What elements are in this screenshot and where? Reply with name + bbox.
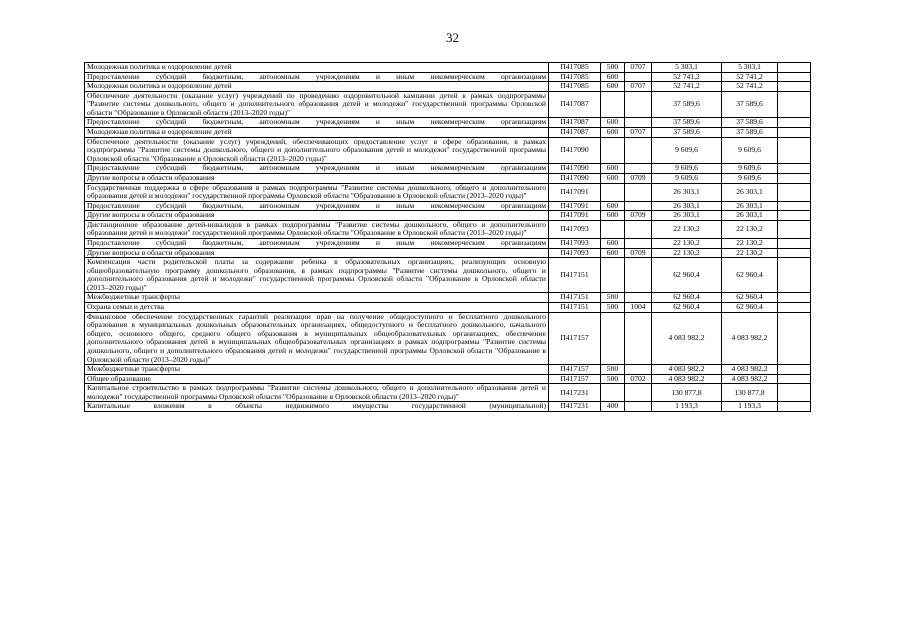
row-empty-cell (778, 374, 811, 384)
row-section (625, 91, 652, 118)
row-name: Молодежная политика и оздоровление детей (85, 82, 549, 92)
row-name: Предоставление субсидий бюджетным, автономным учреждениям и иным некоммерческим организациям (85, 238, 549, 248)
table-row (85, 303, 811, 313)
row-sum-1: 5 303,1 (652, 63, 722, 73)
row-empty-cell (778, 72, 811, 82)
row-code: П417093 (549, 220, 601, 238)
row-sum-1: 9 609,6 (652, 164, 722, 174)
row-sum-2: 4 083 982,2 (722, 374, 778, 384)
row-name: Другие вопросы в области образования (85, 211, 549, 221)
row-empty-cell (778, 402, 811, 412)
row-expense-type (601, 258, 625, 293)
row-name: Другие вопросы в области образования (85, 248, 549, 258)
row-sum-2: 1 193,3 (722, 402, 778, 412)
row-sum-2: 4 083 982,2 (722, 312, 778, 364)
row-sum-2: 9 609,6 (722, 137, 778, 164)
row-code: П417157 (549, 365, 601, 375)
table-row (85, 211, 811, 221)
row-name: Межбюджетные трансферты (85, 365, 549, 375)
row-sum-1: 4 083 982,2 (652, 374, 722, 384)
row-section (625, 137, 652, 164)
row-empty-cell (778, 312, 811, 364)
table-row (85, 183, 811, 201)
row-code: П417085 (549, 72, 601, 82)
row-code: П417090 (549, 164, 601, 174)
row-sum-1: 4 083 982,2 (652, 312, 722, 364)
row-section (625, 72, 652, 82)
row-code: П417151 (549, 258, 601, 293)
row-empty-cell (778, 128, 811, 138)
row-name: Обеспечение деятельности (оказание услуг) учреждений по проведению оздоровительной кампании детей в рамках подпрограммы "Развитие системы дошкольного, общего и дополнительного образования детей и молодежи" государственной программы Орловской области "Образование в Орловской области (2013–2020 годы)" (85, 91, 549, 118)
row-sum-2: 37 589,6 (722, 91, 778, 118)
row-sum-1: 9 609,6 (652, 137, 722, 164)
table-row (85, 365, 811, 375)
row-expense-type: 600 (601, 82, 625, 92)
row-section (625, 258, 652, 293)
row-code: П417151 (549, 293, 601, 303)
row-sum-1: 22 130,2 (652, 248, 722, 258)
row-expense-type (601, 220, 625, 238)
row-name: Предоставление субсидий бюджетным, автономным учреждениям и иным некоммерческим организациям (85, 72, 549, 82)
row-expense-type: 600 (601, 118, 625, 128)
row-sum-2: 26 303,1 (722, 201, 778, 211)
row-code: П417090 (549, 137, 601, 164)
row-empty-cell (778, 303, 811, 313)
row-sum-2: 26 303,1 (722, 211, 778, 221)
row-sum-2: 22 130,2 (722, 238, 778, 248)
row-code: П417087 (549, 91, 601, 118)
row-name: Предоставление субсидий бюджетным, автономным учреждениям и иным некоммерческим организациям (85, 201, 549, 211)
row-name: Капитальные вложения в объекты недвижимого имущества государственной (муниципальной) (85, 402, 549, 412)
row-name: Другие вопросы в области образования (85, 173, 549, 183)
row-empty-cell (778, 137, 811, 164)
row-sum-1: 37 589,6 (652, 118, 722, 128)
page-number: 32 (446, 30, 459, 45)
row-expense-type: 500 (601, 365, 625, 375)
row-code: П417157 (549, 374, 601, 384)
row-code: П417087 (549, 128, 601, 138)
row-expense-type: 600 (601, 238, 625, 248)
table-row (85, 63, 811, 73)
table-row (85, 293, 811, 303)
row-empty-cell (778, 293, 811, 303)
row-name: Межбюджетные трансферты (85, 293, 549, 303)
row-section (625, 118, 652, 128)
row-section (625, 220, 652, 238)
row-empty-cell (778, 201, 811, 211)
row-empty-cell (778, 384, 811, 402)
table-row (85, 82, 811, 92)
row-empty-cell (778, 183, 811, 201)
row-sum-1: 52 741,2 (652, 72, 722, 82)
row-empty-cell (778, 238, 811, 248)
row-empty-cell (778, 91, 811, 118)
row-sum-2: 52 741,2 (722, 72, 778, 82)
row-sum-1: 26 303,1 (652, 201, 722, 211)
row-code: П417085 (549, 82, 601, 92)
row-empty-cell (778, 164, 811, 174)
row-section: 0707 (625, 82, 652, 92)
row-sum-1: 22 130,2 (652, 238, 722, 248)
row-section: 0702 (625, 374, 652, 384)
table-row (85, 248, 811, 258)
row-expense-type: 600 (601, 211, 625, 221)
row-expense-type (601, 312, 625, 364)
row-sum-2: 62 960,4 (722, 303, 778, 313)
row-code: П417151 (549, 303, 601, 313)
row-name: Охрана семьи и детства (85, 303, 549, 313)
row-empty-cell (778, 63, 811, 73)
row-expense-type: 600 (601, 128, 625, 138)
row-sum-2: 62 960,4 (722, 293, 778, 303)
row-sum-1: 37 589,6 (652, 91, 722, 118)
row-expense-type: 500 (601, 63, 625, 73)
row-sum-1: 130 877,8 (652, 384, 722, 402)
row-sum-2: 26 303,1 (722, 183, 778, 201)
row-sum-2: 52 741,2 (722, 82, 778, 92)
table-row (85, 220, 811, 238)
row-empty-cell (778, 258, 811, 293)
row-name: Финансовое обеспечение государственных гарантий реализации прав на получение общедоступного и бесплатного дошкольного образования в муниципальных дошкольных образовательных организациях, общедоступного и бесплатного дошкольного, начального общего, основного общего, среднего общего образования в муниципальных общеобразовательных организациях, обеспечение дополнительного образования детей в муниципальных общеобразовательных организациях в рамках подпрограммы "Развитие системы дошкольного, общего и дополнительного образования детей и молодежи" государственной программы Орловской области "Образование в Орловской области (2013–2020 годы)" (85, 312, 549, 364)
table-row (85, 312, 811, 364)
row-empty-cell (778, 365, 811, 375)
row-section (625, 164, 652, 174)
row-sum-1: 37 589,6 (652, 128, 722, 138)
row-sum-2: 62 960,4 (722, 258, 778, 293)
row-empty-cell (778, 82, 811, 92)
row-sum-1: 1 193,3 (652, 402, 722, 412)
row-code: П417091 (549, 201, 601, 211)
row-code: П417091 (549, 211, 601, 221)
row-code: П417093 (549, 238, 601, 248)
row-section: 0709 (625, 248, 652, 258)
row-sum-2: 37 589,6 (722, 128, 778, 138)
row-name: Молодежная политика и оздоровление детей (85, 63, 549, 73)
row-name: Дистанционное образование детей-инвалидов в рамках подпрограммы "Развитие системы дошкольного, общего и дополнительного образования детей и молодежи" государственной программы Орловской области "Образование в Орловской области (2013–2020 годы)" (85, 220, 549, 238)
row-expense-type: 500 (601, 303, 625, 313)
row-expense-type: 600 (601, 72, 625, 82)
row-expense-type: 600 (601, 248, 625, 258)
row-sum-2: 4 083 982,2 (722, 365, 778, 375)
table-row (85, 238, 811, 248)
row-section: 1004 (625, 303, 652, 313)
row-name: Предоставление субсидий бюджетным, автономным учреждениям и иным некоммерческим организациям (85, 118, 549, 128)
row-name: Предоставление субсидий бюджетным, автономным учреждениям и иным некоммерческим организациям (85, 164, 549, 174)
row-section: 0707 (625, 63, 652, 73)
row-expense-type: 500 (601, 374, 625, 384)
row-sum-1: 62 960,4 (652, 258, 722, 293)
row-name: Компенсация части родительской платы за содержание ребенка в образовательных организациях, реализующих основную общеобразовательную программу дошкольного образования, в рамках подпрограммы "Развитие системы дошкольного, общего и дополнительного образования детей и молодежи" государственной программы Орловской области "Образование в Орловской области (2013–2020 годы)" (85, 258, 549, 293)
table-row (85, 137, 811, 164)
row-expense-type: 600 (601, 164, 625, 174)
row-name: Капитальное строительство в рамках подпрограммы "Развитие системы дошкольного, общего и дополнительного образования детей и молодежи" государственной программы Орловской области "Образование в Орловской области (2013–2020 годы)" (85, 384, 549, 402)
row-name: Государственная поддержка в сфере образования в рамках подпрограммы "Развитие системы дошкольного, общего и дополнительного образования детей и молодежи" государственной программы Орловской области "Образование в Орловской области (2013–2020 годы)" (85, 183, 549, 201)
row-section (625, 365, 652, 375)
row-code: П417231 (549, 384, 601, 402)
table-row (85, 258, 811, 293)
row-name: Обеспечение деятельности (оказание услуг) учреждений, обеспечивающих предоставление услуг в сфере образования, в рамках подпрограммы "Развитие системы дошкольного, общего и дополнительного образования детей и молодежи" государственной программы Орловской области "Образование в Орловской области (2013–2020 годы)" (85, 137, 549, 164)
table-row (85, 128, 811, 138)
row-section (625, 201, 652, 211)
row-sum-1: 52 741,2 (652, 82, 722, 92)
row-code: П417091 (549, 183, 601, 201)
row-section: 0709 (625, 211, 652, 221)
row-sum-1: 62 960,4 (652, 303, 722, 313)
table-row (85, 402, 811, 412)
row-expense-type (601, 183, 625, 201)
row-sum-1: 22 130,2 (652, 220, 722, 238)
row-name: Молодежная политика и оздоровление детей (85, 128, 549, 138)
row-sum-1: 9 609,6 (652, 173, 722, 183)
row-code: П417093 (549, 248, 601, 258)
table-row (85, 384, 811, 402)
table-row (85, 91, 811, 118)
row-empty-cell (778, 248, 811, 258)
row-empty-cell (778, 211, 811, 221)
table-row (85, 374, 811, 384)
row-expense-type (601, 91, 625, 118)
row-code: П417085 (549, 63, 601, 73)
row-code: П417087 (549, 118, 601, 128)
budget-table (84, 62, 811, 412)
row-section: 0709 (625, 173, 652, 183)
row-expense-type: 600 (601, 173, 625, 183)
row-section (625, 384, 652, 402)
row-empty-cell (778, 220, 811, 238)
row-code: П417157 (549, 312, 601, 364)
row-sum-2: 22 130,2 (722, 248, 778, 258)
row-section (625, 238, 652, 248)
row-sum-2: 9 609,6 (722, 173, 778, 183)
row-sum-2: 5 303,1 (722, 63, 778, 73)
row-sum-2: 37 589,6 (722, 118, 778, 128)
row-section: 0707 (625, 128, 652, 138)
row-empty-cell (778, 118, 811, 128)
table-row (85, 173, 811, 183)
row-name: Общее образование (85, 374, 549, 384)
row-sum-1: 26 303,1 (652, 183, 722, 201)
row-expense-type (601, 384, 625, 402)
row-code: П417231 (549, 402, 601, 412)
table-row (85, 72, 811, 82)
row-empty-cell (778, 173, 811, 183)
row-section (625, 293, 652, 303)
row-sum-2: 130 877,8 (722, 384, 778, 402)
row-sum-2: 9 609,6 (722, 164, 778, 174)
row-code: П417090 (549, 173, 601, 183)
row-sum-1: 4 083 982,2 (652, 365, 722, 375)
row-section (625, 402, 652, 412)
row-section (625, 183, 652, 201)
row-expense-type: 600 (601, 201, 625, 211)
row-sum-2: 22 130,2 (722, 220, 778, 238)
row-section (625, 312, 652, 364)
table-row (85, 201, 811, 211)
row-sum-1: 26 303,1 (652, 211, 722, 221)
table-row (85, 164, 811, 174)
row-sum-1: 62 960,4 (652, 293, 722, 303)
table-row (85, 118, 811, 128)
row-expense-type: 500 (601, 293, 625, 303)
row-expense-type (601, 137, 625, 164)
row-expense-type: 400 (601, 402, 625, 412)
